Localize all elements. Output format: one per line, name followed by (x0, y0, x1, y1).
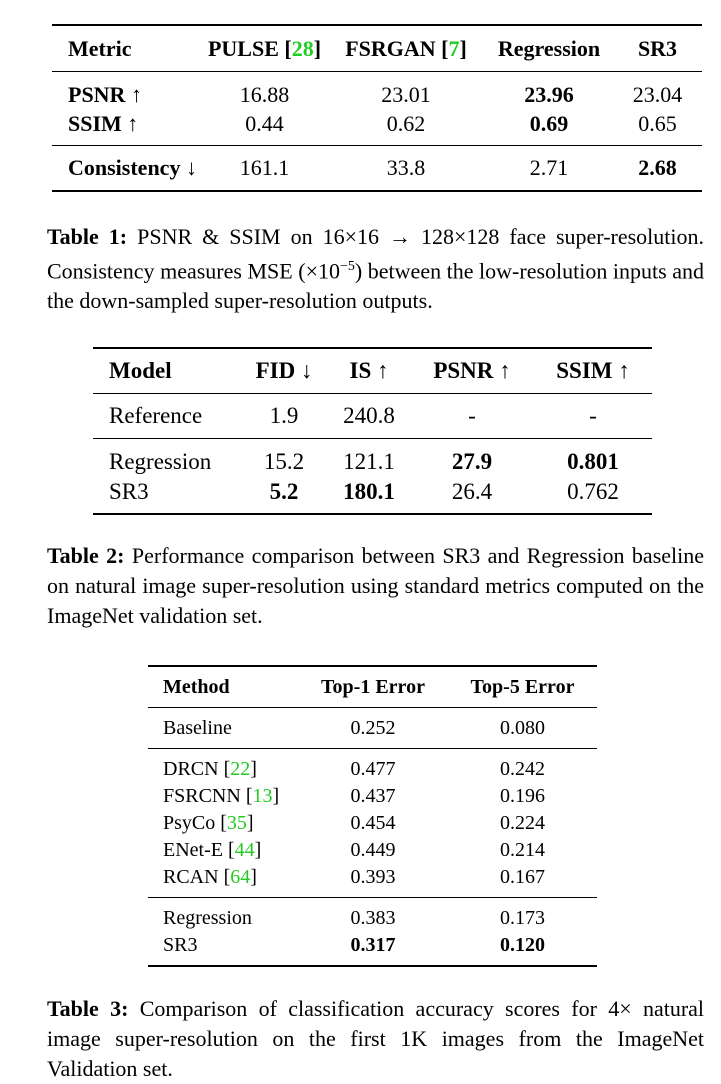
cell-top1: 0.383 (298, 898, 448, 933)
row-model: Regression (93, 439, 240, 478)
caption-text: PSNR & SSIM on 16×16 → 128×128 face super-resolution. Consistency measures MSE (×10 (47, 224, 705, 284)
table-3-header-row (148, 666, 597, 708)
cell-ssim: 0.801 (534, 439, 652, 478)
row-method: PsyCo [35] (163, 812, 254, 834)
cell-is: 180.1 (328, 477, 410, 514)
table-row (148, 708, 597, 749)
header-top5: Top-5 Error (448, 666, 597, 708)
table-2 (93, 347, 652, 515)
cell-pulse: 0.44 (245, 110, 284, 136)
table-row (148, 932, 597, 966)
cell-top5: 0.173 (448, 898, 597, 933)
header-is: IS ↑ (328, 348, 410, 394)
table-row (52, 109, 702, 146)
header-method: Method (148, 666, 298, 708)
caption-text-tail: ) between the low-resolution inputs and the down-sampled super-resolution outputs. (47, 258, 704, 314)
citation-link[interactable]: 22 (230, 758, 251, 780)
row-metric: PSNR ↑ (52, 72, 202, 110)
header-fsrgan: FSRGAN [7] (327, 25, 485, 72)
table-row (52, 72, 702, 110)
row-metric: Consistency ↓ (52, 146, 202, 192)
row-method: RCAN [64] (163, 866, 257, 888)
cell-is: 121.1 (328, 439, 410, 478)
table-1-caption (47, 222, 704, 316)
caption-label: Table 1: (47, 224, 128, 249)
cell-psnr: 26.4 (410, 477, 534, 514)
row-method: FSRCNN [13] (163, 785, 280, 807)
table-2-header-row (93, 348, 652, 394)
header-model: Model (93, 348, 240, 394)
table-row (93, 439, 652, 478)
cell-regression: 2.71 (485, 146, 613, 192)
cell-fsrgan: 0.62 (386, 110, 426, 136)
cell-pulse: 161.1 (202, 146, 327, 192)
table-row (148, 783, 597, 810)
cell-top1: 0.449 (350, 839, 396, 861)
citation-link[interactable]: 13 (252, 785, 273, 807)
citation-link[interactable]: 64 (230, 866, 251, 888)
cell-top1: 0.393 (350, 866, 396, 888)
table-2-caption (47, 541, 704, 631)
table-row (93, 477, 652, 514)
cell-ssim: 0.762 (534, 477, 652, 514)
cell-fid: 1.9 (240, 394, 328, 439)
cell-top1: 0.454 (350, 812, 396, 834)
table-row (93, 394, 652, 439)
cell-top1: 0.252 (298, 708, 448, 749)
cell-sr3: 23.04 (613, 72, 702, 110)
table-1-header-row (52, 25, 702, 72)
cell-pulse: 16.88 (202, 72, 327, 110)
cell-top1: 0.317 (298, 932, 448, 966)
cell-top5: 0.080 (448, 708, 597, 749)
header-ssim: SSIM ↑ (534, 348, 652, 394)
row-method: Baseline (148, 708, 298, 749)
row-method: ENet-E [44] (163, 839, 262, 861)
table-1 (52, 24, 702, 192)
cell-top5: 0.242 (448, 749, 597, 784)
cell-fsrgan: 33.8 (327, 146, 485, 192)
citation-link[interactable]: 28 (291, 35, 314, 61)
cell-top1: 0.437 (350, 785, 396, 807)
table-3 (148, 665, 597, 967)
cell-top1: 0.477 (298, 749, 448, 784)
table-row (148, 810, 597, 837)
table-3-caption (47, 994, 704, 1084)
header-metric: Metric (52, 25, 202, 72)
row-model: SR3 (93, 477, 240, 514)
header-regression: Regression (485, 25, 613, 72)
cell-fid: 5.2 (240, 477, 328, 514)
table-row (148, 898, 597, 933)
cell-regression: 23.96 (485, 72, 613, 110)
caption-text: Performance comparison between SR3 and Regression baseline on natural image super-resolution using standard metrics computed on the ImageNet validation set. (47, 543, 705, 628)
table-row (148, 864, 597, 898)
caption-text: Comparison of classification accuracy scores for 4× natural image super-resolution on the first 1K images from the ImageNet Validation set. (47, 996, 705, 1081)
caption-label: Table 3: (47, 996, 129, 1021)
header-sr3: SR3 (613, 25, 702, 72)
cell-fid: 15.2 (240, 439, 328, 478)
header-pulse: PULSE [28] (202, 25, 327, 72)
table-row (52, 146, 702, 192)
table-row (148, 749, 597, 784)
cell-is: 240.8 (328, 394, 410, 439)
cell-top5: 0.196 (500, 785, 545, 807)
header-psnr: PSNR ↑ (410, 348, 534, 394)
citation-link[interactable]: 7 (448, 35, 460, 61)
row-model: Reference (93, 394, 240, 439)
cell-sr3: 0.65 (638, 110, 677, 136)
row-metric: SSIM ↑ (68, 110, 139, 136)
cell-psnr: 27.9 (410, 439, 534, 478)
cell-ssim: - (534, 394, 652, 439)
header-fid: FID ↓ (240, 348, 328, 394)
row-method: SR3 (148, 932, 298, 966)
header-top1: Top-1 Error (298, 666, 448, 708)
cell-top5: 0.120 (448, 932, 597, 966)
row-method: DRCN [22] (148, 749, 298, 784)
cell-sr3: 2.68 (613, 146, 702, 192)
cell-top5: 0.224 (500, 812, 545, 834)
cell-psnr: - (410, 394, 534, 439)
cell-top5: 0.167 (500, 866, 545, 888)
cell-fsrgan: 23.01 (327, 72, 485, 110)
citation-link[interactable]: 44 (234, 839, 255, 861)
caption-label: Table 2: (47, 543, 125, 568)
table-row (148, 837, 597, 864)
row-method: Regression (148, 898, 298, 933)
caption-exponent: −5 (340, 259, 355, 274)
citation-link[interactable]: 35 (226, 812, 247, 834)
cell-top5: 0.214 (500, 839, 545, 861)
cell-regression: 0.69 (529, 110, 569, 136)
